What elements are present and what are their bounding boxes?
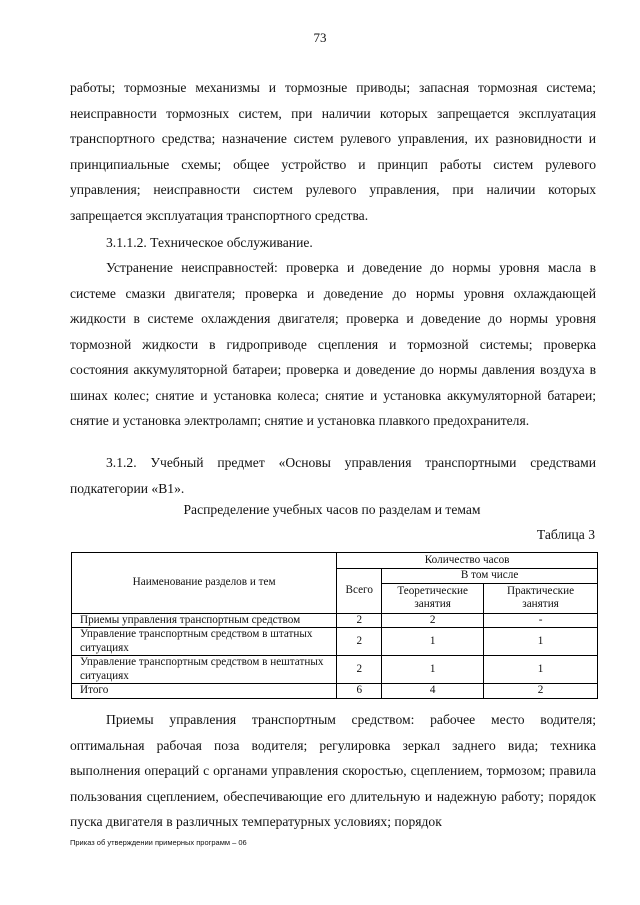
paragraph-control-techniques: Приемы управления транспортным средством: рабочее место водителя; оптимальная рабочая поза водителя; регулировка зеркал заднего вида; техника выполнения операций с органами управления скоростью, сцеплением, тормозом; правила пользования сцеплением, обеспечивающие его длительную и надежную работу; порядок пуска двигателя в различных температурных условиях; порядок — [70, 712, 596, 829]
table-row — [72, 628, 598, 656]
row-practice: 1 — [484, 628, 598, 656]
section-heading-maintenance: 3.1.1.2. Техническое обслуживание. — [106, 235, 313, 250]
paragraph-brakes-steering: работы; тормозные механизмы и тормозные приводы; запасная тормозная система; неисправности тормозных систем, при наличии которых запрещается эксплуатация транспортного средства; назначение систем рулевого управления, их разновидности и принципиальные схемы; общее устройство и принцип работы систем рулевого управления; неисправности систем рулевого управления, при наличии которых запрещается эксплуатация транспортного средства. — [70, 80, 596, 223]
row-total: 2 — [337, 656, 382, 684]
row-practice: - — [484, 613, 598, 628]
total-practice: 2 — [484, 684, 598, 699]
header-hours: Количество часов — [337, 553, 598, 569]
row-total: 2 — [337, 613, 382, 628]
table-row — [72, 613, 598, 628]
header-including: В том числе — [382, 569, 598, 584]
section-heading-subject: 3.1.2. Учебный предмет «Основы управления транспортными средствами подкатегории «В1». — [70, 455, 596, 496]
footnote: Приказ об утверждении примерных программ – 06 — [70, 838, 247, 847]
paragraph-troubleshooting: Устранение неисправностей: проверка и доведение до нормы уровня масла в системе смазки двигателя; проверка и доведение до нормы уровня охлаждающей жидкости в системе охлаждения двигателя; проверка и доведение до нормы уровня тормозной жидкости в гидроприводе сцепления и тормозной системы; проверка состояния аккумуляторной батареи; проверка и доведение до нормы давления воздуха в шинах колес; снятие и установка колеса; снятие и установка аккумуляторной батареи; снятие и установка электроламп; снятие и установка плавкого предохранителя. — [70, 260, 596, 428]
total-label: Итого — [72, 684, 337, 699]
page-number: 73 — [313, 30, 327, 45]
row-theory: 2 — [382, 613, 484, 628]
row-practice: 1 — [484, 656, 598, 684]
table-caption: Распределение учебных часов по разделам и темам — [183, 502, 481, 517]
header-section-name: Наименование разделов и тем — [72, 553, 337, 614]
header-theory: Теоретические занятия — [382, 583, 484, 613]
header-practice: Практические занятия — [484, 583, 598, 613]
total-theory: 4 — [382, 684, 484, 699]
row-theory: 1 — [382, 656, 484, 684]
table-label: Таблица 3 — [536, 527, 595, 542]
row-theory: 1 — [382, 628, 484, 656]
row-total: 2 — [337, 628, 382, 656]
hours-table — [71, 552, 598, 699]
row-name: Управление транспортным средством в нештатных ситуациях — [72, 656, 337, 684]
row-name: Управление транспортным средством в штатных ситуациях — [72, 628, 337, 656]
header-total: Всего — [337, 569, 382, 614]
total-all: 6 — [337, 684, 382, 699]
table-row — [72, 656, 598, 684]
row-name: Приемы управления транспортным средством — [72, 613, 337, 628]
table-total-row — [72, 684, 598, 699]
